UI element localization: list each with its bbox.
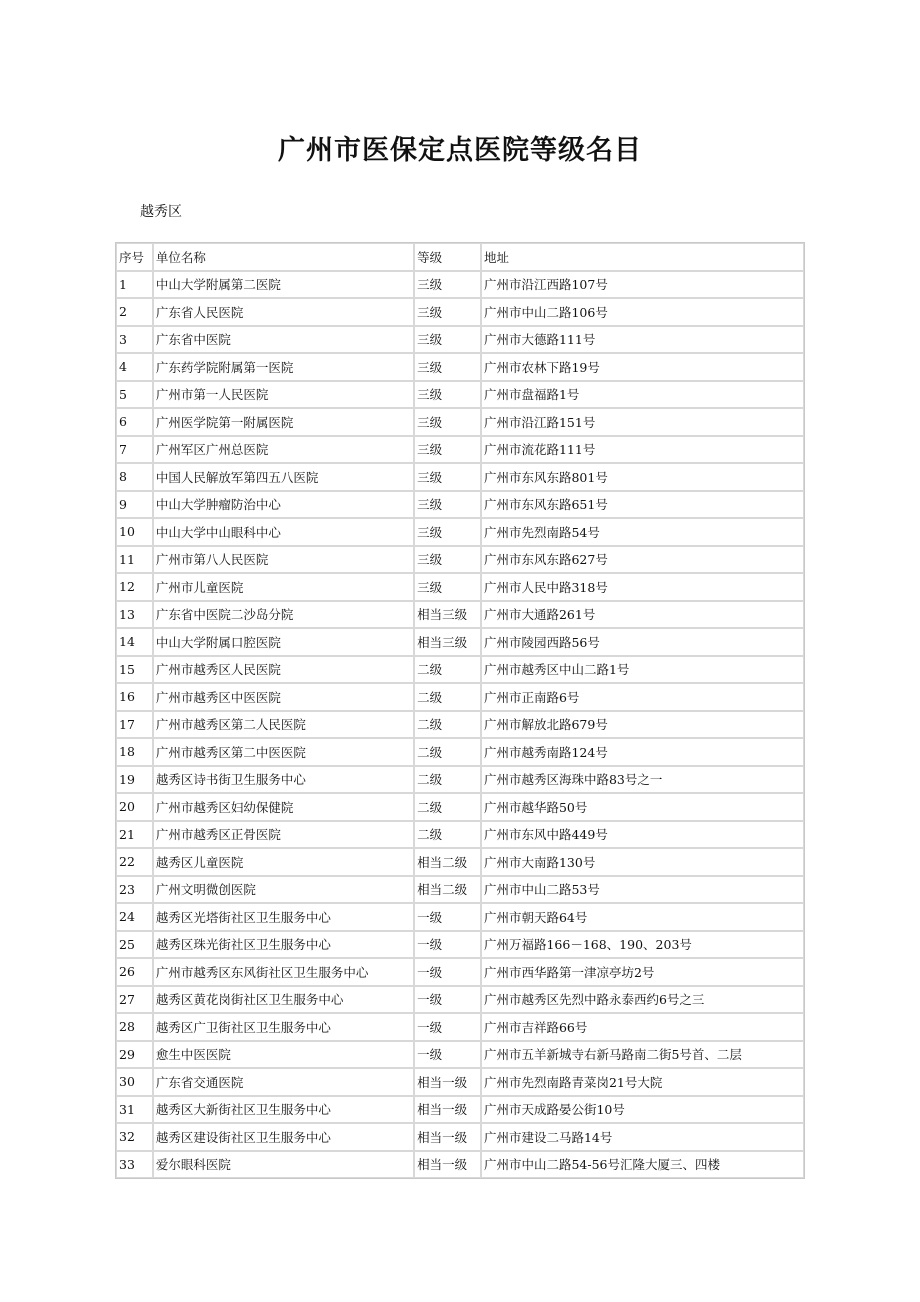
cell-index: 31 — [116, 1096, 153, 1124]
cell-level: 三级 — [414, 518, 481, 546]
cell-address: 广州市东风东路627号 — [481, 546, 804, 574]
cell-index: 1 — [116, 271, 153, 299]
cell-level: 相当三级 — [414, 601, 481, 629]
cell-index: 3 — [116, 326, 153, 354]
cell-level: 三级 — [414, 353, 481, 381]
cell-level: 一级 — [414, 958, 481, 986]
cell-address: 广州市农林下路19号 — [481, 353, 804, 381]
table-row — [116, 1013, 804, 1041]
cell-address: 广州市中山二路106号 — [481, 298, 804, 326]
cell-name: 广州市越秀区东风街社区卫生服务中心 — [153, 958, 414, 986]
cell-address: 广州万福路166－168、190、203号 — [481, 931, 804, 959]
header-name: 单位名称 — [153, 243, 414, 271]
cell-level: 二级 — [414, 711, 481, 739]
cell-name: 广州市越秀区妇幼保健院 — [153, 793, 414, 821]
cell-name: 越秀区珠光街社区卫生服务中心 — [153, 931, 414, 959]
cell-level: 相当二级 — [414, 876, 481, 904]
cell-name: 广州市越秀区正骨医院 — [153, 821, 414, 849]
cell-index: 27 — [116, 986, 153, 1014]
cell-address: 广州市先烈南路54号 — [481, 518, 804, 546]
table-header-row — [116, 243, 804, 271]
cell-index: 18 — [116, 738, 153, 766]
cell-name: 广东药学院附属第一医院 — [153, 353, 414, 381]
cell-level: 相当二级 — [414, 848, 481, 876]
table-row — [116, 381, 804, 409]
cell-address: 广州市越秀区海珠中路83号之一 — [481, 766, 804, 794]
cell-name: 越秀区广卫街社区卫生服务中心 — [153, 1013, 414, 1041]
cell-address: 广州市陵园西路56号 — [481, 628, 804, 656]
district-heading: 越秀区 — [140, 204, 182, 220]
cell-level: 二级 — [414, 821, 481, 849]
cell-index: 30 — [116, 1068, 153, 1096]
cell-level: 三级 — [414, 463, 481, 491]
table-row — [116, 573, 804, 601]
cell-index: 26 — [116, 958, 153, 986]
cell-name: 广州军区广州总医院 — [153, 436, 414, 464]
cell-name: 中山大学附属口腔医院 — [153, 628, 414, 656]
cell-index: 5 — [116, 381, 153, 409]
table-row — [116, 931, 804, 959]
cell-level: 一级 — [414, 986, 481, 1014]
cell-index: 17 — [116, 711, 153, 739]
cell-address: 广州市五羊新城寺右新马路南二街5号首、二层 — [481, 1041, 804, 1069]
table-row — [116, 903, 804, 931]
cell-name: 广州市第八人民医院 — [153, 546, 414, 574]
cell-address: 广州市越秀区先烈中路永泰西约6号之三 — [481, 986, 804, 1014]
cell-name: 广州市第一人民医院 — [153, 381, 414, 409]
cell-address: 广州市大德路111号 — [481, 326, 804, 354]
cell-address: 广州市人民中路318号 — [481, 573, 804, 601]
cell-name: 越秀区儿童医院 — [153, 848, 414, 876]
cell-name: 愈生中医医院 — [153, 1041, 414, 1069]
header-level: 等级 — [414, 243, 481, 271]
cell-name: 越秀区黄花岗街社区卫生服务中心 — [153, 986, 414, 1014]
cell-index: 21 — [116, 821, 153, 849]
cell-level: 一级 — [414, 1013, 481, 1041]
cell-index: 12 — [116, 573, 153, 601]
table-row — [116, 1096, 804, 1124]
cell-address: 广州市东风中路449号 — [481, 821, 804, 849]
table-row — [116, 326, 804, 354]
cell-address: 广州市中山二路54-56号汇隆大厦三、四楼 — [481, 1151, 804, 1179]
cell-address: 广州市吉祥路66号 — [481, 1013, 804, 1041]
table-row — [116, 793, 804, 821]
cell-level: 二级 — [414, 738, 481, 766]
cell-index: 14 — [116, 628, 153, 656]
cell-address: 广州市东风东路801号 — [481, 463, 804, 491]
cell-address: 广州市越秀区中山二路1号 — [481, 656, 804, 684]
table-row — [116, 298, 804, 326]
cell-name: 广州市越秀区第二人民医院 — [153, 711, 414, 739]
cell-index: 9 — [116, 491, 153, 519]
cell-address: 广州市沿江路151号 — [481, 408, 804, 436]
cell-address: 广州市越秀南路124号 — [481, 738, 804, 766]
cell-level: 三级 — [414, 408, 481, 436]
table-row — [116, 711, 804, 739]
cell-index: 4 — [116, 353, 153, 381]
cell-index: 29 — [116, 1041, 153, 1069]
cell-name: 中山大学中山眼科中心 — [153, 518, 414, 546]
table-row — [116, 683, 804, 711]
cell-index: 8 — [116, 463, 153, 491]
cell-name: 中山大学肿瘤防治中心 — [153, 491, 414, 519]
cell-index: 13 — [116, 601, 153, 629]
cell-index: 28 — [116, 1013, 153, 1041]
table-row — [116, 1151, 804, 1179]
table-row — [116, 656, 804, 684]
cell-address: 广州市正南路6号 — [481, 683, 804, 711]
cell-name: 广州文明微创医院 — [153, 876, 414, 904]
cell-level: 一级 — [414, 903, 481, 931]
table-row — [116, 1041, 804, 1069]
cell-level: 三级 — [414, 326, 481, 354]
cell-name: 广东省中医院 — [153, 326, 414, 354]
table-row — [116, 408, 804, 436]
table-row — [116, 821, 804, 849]
cell-address: 广州市沿江西路107号 — [481, 271, 804, 299]
cell-index: 11 — [116, 546, 153, 574]
cell-level: 相当一级 — [414, 1096, 481, 1124]
cell-name: 广州市儿童医院 — [153, 573, 414, 601]
cell-address: 广州市解放北路679号 — [481, 711, 804, 739]
cell-address: 广州市流花路111号 — [481, 436, 804, 464]
cell-index: 22 — [116, 848, 153, 876]
cell-level: 相当三级 — [414, 628, 481, 656]
cell-level: 一级 — [414, 1041, 481, 1069]
page-title: 广州市医保定点医院等级名目 — [278, 135, 642, 166]
header-index: 序号 — [116, 243, 153, 271]
table-row — [116, 491, 804, 519]
cell-name: 中山大学附属第二医院 — [153, 271, 414, 299]
cell-name: 广州市越秀区人民医院 — [153, 656, 414, 684]
cell-address: 广州市盘福路1号 — [481, 381, 804, 409]
cell-index: 20 — [116, 793, 153, 821]
cell-name: 越秀区建设街社区卫生服务中心 — [153, 1123, 414, 1151]
cell-name: 广州市越秀区第二中医医院 — [153, 738, 414, 766]
table-row — [116, 628, 804, 656]
table-row — [116, 766, 804, 794]
cell-index: 16 — [116, 683, 153, 711]
cell-address: 广州市先烈南路青菜岗21号大院 — [481, 1068, 804, 1096]
cell-level: 相当一级 — [414, 1151, 481, 1179]
cell-name: 越秀区大新街社区卫生服务中心 — [153, 1096, 414, 1124]
cell-level: 相当一级 — [414, 1068, 481, 1096]
cell-index: 15 — [116, 656, 153, 684]
cell-name: 广州医学院第一附属医院 — [153, 408, 414, 436]
cell-name: 中国人民解放军第四五八医院 — [153, 463, 414, 491]
cell-address: 广州市大南路130号 — [481, 848, 804, 876]
cell-level: 三级 — [414, 436, 481, 464]
table-row — [116, 986, 804, 1014]
cell-index: 6 — [116, 408, 153, 436]
table-row — [116, 876, 804, 904]
cell-level: 三级 — [414, 546, 481, 574]
cell-level: 三级 — [414, 298, 481, 326]
cell-name: 爱尔眼科医院 — [153, 1151, 414, 1179]
table-row — [116, 1068, 804, 1096]
table-row — [116, 601, 804, 629]
cell-level: 二级 — [414, 793, 481, 821]
cell-level: 二级 — [414, 766, 481, 794]
table-row — [116, 436, 804, 464]
cell-index: 23 — [116, 876, 153, 904]
cell-address: 广州市东风东路651号 — [481, 491, 804, 519]
cell-address: 广州市建设二马路14号 — [481, 1123, 804, 1151]
cell-name: 越秀区诗书街卫生服务中心 — [153, 766, 414, 794]
cell-level: 一级 — [414, 931, 481, 959]
table-row — [116, 271, 804, 299]
cell-name: 广东省人民医院 — [153, 298, 414, 326]
cell-index: 19 — [116, 766, 153, 794]
cell-address: 广州市朝天路64号 — [481, 903, 804, 931]
cell-index: 24 — [116, 903, 153, 931]
cell-name: 广州市越秀区中医医院 — [153, 683, 414, 711]
cell-level: 相当一级 — [414, 1123, 481, 1151]
cell-index: 10 — [116, 518, 153, 546]
table-row — [116, 738, 804, 766]
cell-level: 三级 — [414, 271, 481, 299]
table-row — [116, 958, 804, 986]
table-row — [116, 463, 804, 491]
hospital-table — [115, 242, 805, 1179]
header-address: 地址 — [481, 243, 804, 271]
cell-name: 越秀区光塔街社区卫生服务中心 — [153, 903, 414, 931]
table-row — [116, 546, 804, 574]
table-row — [116, 1123, 804, 1151]
cell-level: 三级 — [414, 573, 481, 601]
cell-level: 二级 — [414, 683, 481, 711]
cell-index: 25 — [116, 931, 153, 959]
cell-index: 32 — [116, 1123, 153, 1151]
cell-index: 7 — [116, 436, 153, 464]
cell-address: 广州市中山二路53号 — [481, 876, 804, 904]
cell-address: 广州市大通路261号 — [481, 601, 804, 629]
cell-name: 广东省中医院二沙岛分院 — [153, 601, 414, 629]
table-row — [116, 518, 804, 546]
cell-index: 2 — [116, 298, 153, 326]
table-row — [116, 353, 804, 381]
cell-index: 33 — [116, 1151, 153, 1179]
cell-name: 广东省交通医院 — [153, 1068, 414, 1096]
cell-address: 广州市天成路晏公街10号 — [481, 1096, 804, 1124]
cell-level: 三级 — [414, 491, 481, 519]
cell-address: 广州市越华路50号 — [481, 793, 804, 821]
table-row — [116, 848, 804, 876]
cell-level: 三级 — [414, 381, 481, 409]
cell-level: 二级 — [414, 656, 481, 684]
cell-address: 广州市西华路第一津凉亭坊2号 — [481, 958, 804, 986]
